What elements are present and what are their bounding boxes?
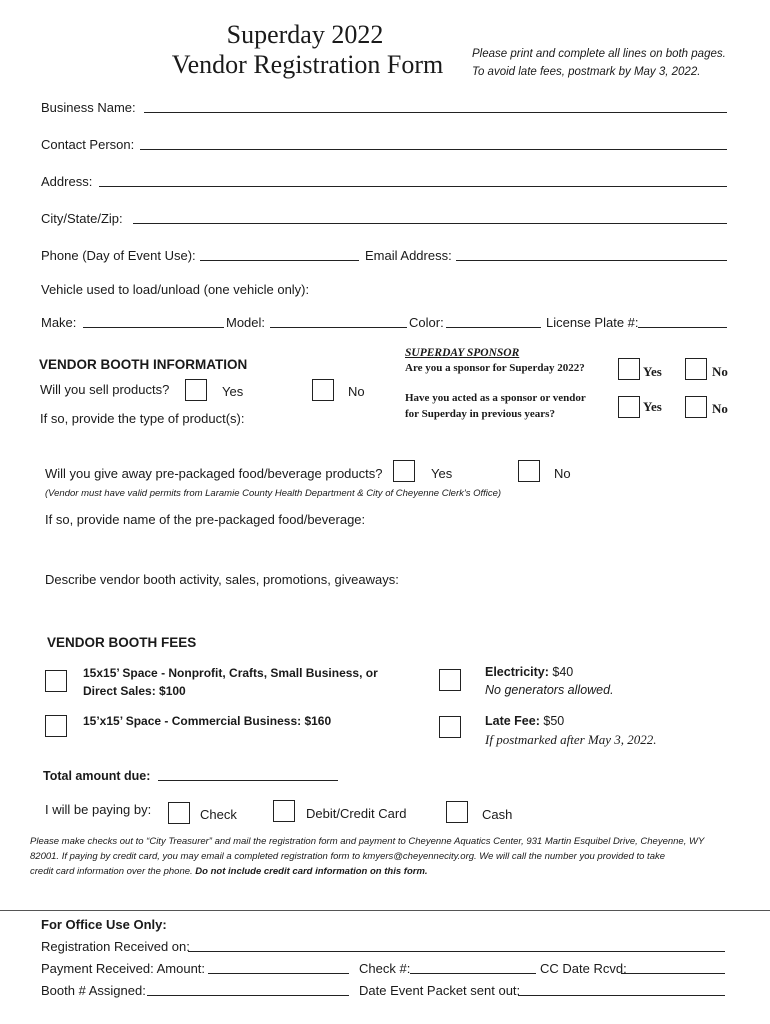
license-plate-field[interactable]: [638, 327, 727, 328]
payment-instructions-line3: [30, 866, 428, 877]
electricity-checkbox[interactable]: [439, 669, 461, 691]
food-yes-label: Yes: [431, 466, 453, 481]
sponsor-heading: SUPERDAY SPONSOR: [405, 347, 520, 359]
sponsor-question-2-line1: Have you acted as a sponsor or vendor: [405, 392, 586, 404]
pay-cash-checkbox[interactable]: [446, 801, 468, 823]
address-field[interactable]: [99, 186, 727, 187]
phone-label: Phone (Day of Event Use):: [41, 248, 196, 263]
pay-check-checkbox[interactable]: [168, 802, 190, 824]
sponsor-q1-no-label: No: [712, 364, 728, 379]
phone-field[interactable]: [200, 260, 359, 261]
late-fee: [485, 714, 564, 728]
food-question: Will you give away pre-packaged food/beverage products?: [45, 466, 383, 481]
business-name-label: Business Name:: [41, 100, 136, 115]
instructions-note-line1: Please print and complete all lines on both pages.: [472, 48, 726, 60]
pay-check-label: Check: [200, 807, 237, 822]
contact-person-label: Contact Person:: [41, 137, 135, 152]
food-yes-checkbox[interactable]: [393, 460, 415, 482]
late-fee-note: If postmarked after May 3, 2022.: [485, 732, 657, 747]
electricity-price: $40: [548, 665, 574, 679]
packet-sent-label: Date Event Packet sent out:: [359, 983, 521, 998]
sponsor-q2-yes-label: Yes: [643, 399, 662, 414]
payment-instructions-line1: Please make checks out to “City Treasurer” and mail the registration form and payment to Cheyenne Aquatics Center, 931 Martin Esquibel Drive, Cheyenne, WY: [30, 836, 705, 847]
sell-products-question: Will you sell products?: [40, 382, 170, 397]
booth-assigned-field[interactable]: [147, 995, 349, 996]
no-card-info-warning: Do not include credit card information on this form.: [195, 866, 428, 877]
sponsor-q1-yes-label: Yes: [643, 364, 662, 379]
sponsor-question-2-line2: for Superday in previous years?: [405, 408, 555, 420]
email-field[interactable]: [456, 260, 727, 261]
business-name-field[interactable]: [144, 112, 727, 113]
payment-received-label: Payment Received: Amount:: [41, 961, 206, 976]
food-no-checkbox[interactable]: [518, 460, 540, 482]
total-due-field[interactable]: [158, 780, 338, 781]
vehicle-label: Vehicle used to load/unload (one vehicle only):: [41, 282, 310, 297]
total-due-label: Total amount due:: [43, 769, 151, 783]
form-title-line2: Vendor Registration Form: [171, 50, 444, 79]
instructions-note-line2: To avoid late fees, postmark by May 3, 2022.: [472, 66, 701, 78]
fee-option-2-checkbox[interactable]: [45, 715, 67, 737]
license-plate-label: License Plate #:: [546, 315, 639, 330]
pay-card-checkbox[interactable]: [273, 800, 295, 822]
cc-date-field[interactable]: [621, 973, 725, 974]
electricity-fee: [485, 665, 573, 679]
pay-cash-label: Cash: [482, 807, 513, 822]
sell-no-checkbox[interactable]: [312, 379, 334, 401]
city-state-zip-label: City/State/Zip:: [41, 211, 123, 226]
sell-no-label: No: [348, 384, 365, 399]
address-label: Address:: [41, 174, 93, 189]
fee-option-2-label: 15’x15’ Space - Commercial Business: $160: [83, 714, 332, 728]
payment-amount-field[interactable]: [208, 973, 349, 974]
pay-card-label: Debit/Credit Card: [306, 806, 407, 821]
sponsor-q2-no-label: No: [712, 401, 728, 416]
fees-heading: VENDOR BOOTH FEES: [47, 635, 197, 650]
form-title-line1: Superday 2022: [226, 20, 384, 49]
cc-date-label: CC Date Rcvd:: [540, 961, 627, 976]
office-use-heading: For Office Use Only:: [41, 917, 167, 932]
fee-option-1-line2: Direct Sales: $100: [83, 684, 186, 698]
booth-assigned-label: Booth # Assigned:: [41, 983, 146, 998]
product-type-prompt: If so, provide the type of product(s):: [40, 411, 245, 426]
make-label: Make:: [41, 315, 77, 330]
color-label: Color:: [409, 315, 444, 330]
sponsor-q1-no-checkbox[interactable]: [685, 358, 707, 380]
model-label: Model:: [226, 315, 266, 330]
electricity-label: Electricity:: [485, 665, 549, 679]
food-no-label: No: [554, 466, 571, 481]
contact-person-field[interactable]: [140, 149, 727, 150]
permit-note: (Vendor must have valid permits from Laramie County Health Department & City of Cheyenne Clerk's Office): [45, 488, 502, 499]
late-fee-checkbox[interactable]: [439, 716, 461, 738]
packet-sent-field[interactable]: [518, 995, 725, 996]
check-number-field[interactable]: [410, 973, 536, 974]
late-fee-price: $50: [539, 714, 565, 728]
sponsor-q2-yes-checkbox[interactable]: [618, 396, 640, 418]
late-fee-label: Late Fee:: [485, 714, 540, 728]
email-label: Email Address:: [365, 248, 452, 263]
color-field[interactable]: [446, 327, 541, 328]
payment-instructions-line2: 82001. If paying by credit card, you may email a completed registration form to kmyers@cheyennecity.org. We will call the number you provided to take: [30, 851, 666, 862]
office-divider: [0, 910, 770, 911]
registration-received-field[interactable]: [188, 951, 725, 952]
registration-received-label: Registration Received on:: [41, 939, 190, 954]
fee-option-1-checkbox[interactable]: [45, 670, 67, 692]
payment-instructions-text: credit card information over the phone.: [30, 866, 196, 877]
sell-yes-label: Yes: [222, 384, 244, 399]
paying-by-label: I will be paying by:: [45, 802, 152, 817]
booth-info-heading: VENDOR BOOTH INFORMATION: [39, 357, 248, 372]
electricity-note: No generators allowed.: [485, 683, 614, 697]
sponsor-q2-no-checkbox[interactable]: [685, 396, 707, 418]
food-name-prompt: If so, provide name of the pre-packaged food/beverage:: [45, 512, 366, 527]
sell-yes-checkbox[interactable]: [185, 379, 207, 401]
model-field[interactable]: [270, 327, 407, 328]
make-field[interactable]: [83, 327, 224, 328]
city-state-zip-field[interactable]: [133, 223, 727, 224]
booth-activity-prompt: Describe vendor booth activity, sales, promotions, giveaways:: [45, 572, 399, 587]
sponsor-question-1: Are you a sponsor for Superday 2022?: [405, 362, 585, 374]
fee-option-1-line1: 15x15’ Space - Nonprofit, Crafts, Small Business, or: [83, 666, 378, 680]
check-number-label: Check #:: [359, 961, 411, 976]
sponsor-q1-yes-checkbox[interactable]: [618, 358, 640, 380]
